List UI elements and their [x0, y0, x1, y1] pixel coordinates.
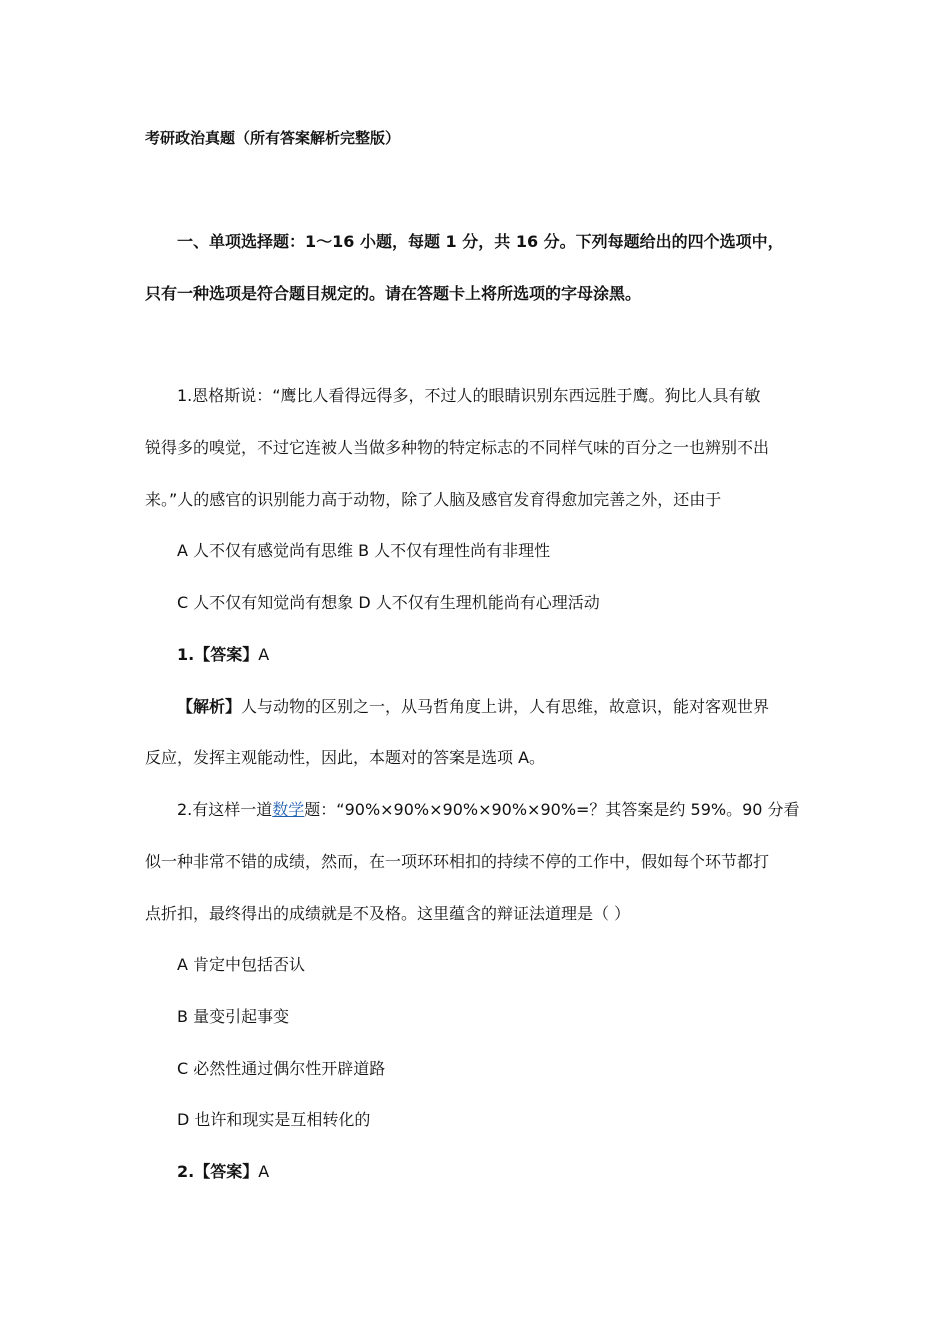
q1-analysis-label: 【解析】	[177, 697, 242, 716]
q2-answer	[177, 1161, 269, 1183]
q1-stem-line-1: 1.恩格斯说：“鹰比人看得远得多，不过人的眼睛识别东西远胜于鹰。狗比人具有敏	[177, 386, 761, 405]
q2-stem-pre: 2.有这样一道	[177, 800, 273, 819]
q2-stem-post: 题：“90%×90%×90%×90%×90%=？其答案是约 59%。90 分看	[304, 800, 800, 819]
q2-answer-value: A	[258, 1162, 270, 1181]
q2-option-b: B 量变引起事变	[177, 1007, 290, 1026]
section-intro-line-2: 只有一种选项是符合题目规定的。请在答题卡上将所选项的字母涂黑。	[145, 284, 642, 303]
q2-answer-label: 2.【答案】	[177, 1162, 259, 1181]
q1-answer-value: A	[258, 645, 270, 664]
q2-option-d: D 也许和现实是互相转化的	[177, 1110, 371, 1129]
q1-options-line-1: A 人不仅有感觉尚有思维 B 人不仅有理性尚有非理性	[177, 541, 551, 560]
q1-analysis-line-2: 反应，发挥主观能动性，因此，本题对的答案是选项 A。	[145, 748, 546, 767]
q1-stem-line-2: 锐得多的嗅觉，不过它连被人当做多种物的特定标志的不同样气味的百分之一也辨别不出	[145, 438, 770, 457]
q2-option-c: C 必然性通过偶尔性开辟道路	[177, 1059, 386, 1078]
q2-stem-line-2: 似一种非常不错的成绩，然而，在一项环环相扣的持续不停的工作中，假如每个环节都打	[145, 852, 770, 871]
q1-analysis-text: 人与动物的区别之一，从马哲角度上讲，人有思维，故意识，能对客观世界	[241, 697, 770, 716]
q1-stem-line-3: 来。”人的感官的识别能力高于动物，除了人脑及感官发育得愈加完善之外，还由于	[145, 490, 722, 509]
section-intro-line-1: 一、单项选择题：1～16 小题，每题 1 分，共 16 分。下列每题给出的四个选项中，	[177, 232, 784, 251]
q2-stem-line-1	[177, 799, 800, 821]
q1-options-line-2: C 人不仅有知觉尚有想象 D 人不仅有生理机能尚有心理活动	[177, 593, 600, 612]
document-title: 考研政治真题（所有答案解析完整版）	[145, 129, 401, 147]
q2-stem-line-3: 点折扣，最终得出的成绩就是不及格。这里蕴含的辩证法道理是（ ）	[145, 904, 631, 923]
q2-option-a: A 肯定中包括否认	[177, 955, 306, 974]
q1-answer-label: 1.【答案】	[177, 645, 259, 664]
q1-analysis-line-1	[177, 696, 769, 718]
math-link[interactable]: 数学	[272, 800, 305, 819]
q1-answer	[177, 644, 269, 666]
